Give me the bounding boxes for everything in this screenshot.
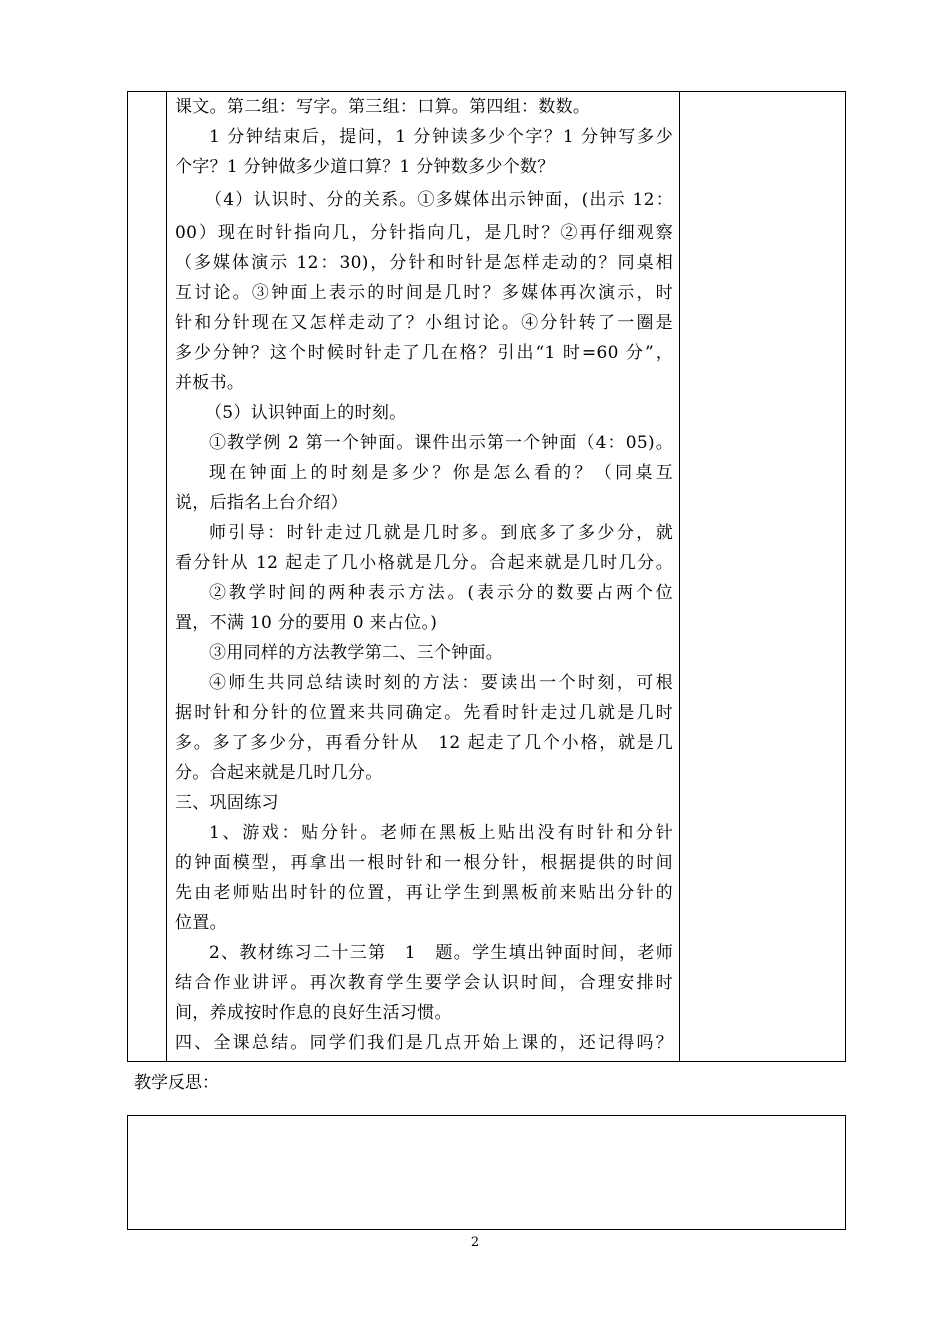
left-column-divider	[166, 92, 167, 1061]
lesson-line: ④师生共同总结读时刻的方法：要读出一个时刻，可根	[209, 673, 673, 693]
lesson-line: ③用同样的方法教学第二、三个钟面。	[209, 643, 504, 663]
lesson-line: 并板书。	[175, 373, 245, 393]
lesson-line: 互讨论。③钟面上表示的时间是几时？多媒体再次演示，时	[175, 283, 673, 303]
lesson-line: 说，后指名上台介绍）	[175, 493, 348, 513]
lesson-line: 位置。	[175, 913, 227, 933]
lesson-table	[127, 91, 846, 1062]
lesson-line: 置，不满 10 分的要用 0 来占位。)	[175, 613, 438, 633]
lesson-line: 结合作业讲评。再次教育学生要学会认识时间，合理安排时	[175, 973, 673, 993]
right-column-divider	[679, 92, 680, 1061]
lesson-line: 的钟面模型，再拿出一根时针和一根分针，根据提供的时间	[175, 853, 673, 873]
lesson-line: 间，养成按时作息的良好生活习惯。	[175, 1003, 452, 1023]
lesson-line: 针和分针现在又怎样走动了？小组讨论。④分针转了一圈是	[175, 313, 673, 333]
lesson-line: 课文。第二组：写字。第三组：口算。第四组：数数。	[175, 97, 591, 117]
lesson-line: 1 分钟结束后，提问，1 分钟读多少个字？1 分钟写多少	[209, 127, 673, 147]
lesson-line: 先由老师贴出时针的位置，再让学生到黑板前来贴出分针的	[175, 883, 673, 903]
page-number: 2	[470, 1235, 480, 1250]
lesson-line: 四、全课总结。同学们我们是几点开始上课的，还记得吗？	[175, 1033, 673, 1053]
reflection-label: 教学反思：	[134, 1073, 219, 1093]
lesson-line: 00）现在时针指向几，分针指向几，是几时？②再仔细观察	[175, 223, 673, 243]
lesson-line: 分。合起来就是几时几分。	[175, 763, 383, 783]
lesson-line: 2、教材练习二十三第 1 题。学生填出钟面时间，老师	[209, 943, 673, 963]
lesson-line: 现在钟面上的时刻是多少？你是怎么看的？（同桌互	[209, 463, 673, 483]
lesson-line: 多少分钟？这个时候时针走了几在格？引出“1 时=60 分”，	[175, 343, 673, 363]
lesson-line: 1、游戏：贴分针。老师在黑板上贴出没有时针和分针	[209, 823, 673, 843]
lesson-line: （4）认识时、分的关系。①多媒体出示钟面，(出示 12：	[205, 190, 673, 210]
lesson-line: ②教学时间的两种表示方法。(表示分的数要占两个位	[209, 583, 673, 603]
lesson-line: 个字？1 分钟做多少道口算？1 分钟数多少个数？	[175, 157, 555, 177]
lesson-line: 三、巩固练习	[175, 793, 279, 813]
lesson-line: ①教学例 2 第一个钟面。课件出示第一个钟面（4：05)。	[209, 433, 673, 453]
lesson-line: （多媒体演示 12：30)，分针和时针是怎样走动的？同桌相	[175, 253, 673, 273]
lesson-line: 据时针和分针的位置来共同确定。先看时针走过几就是几时	[175, 703, 673, 723]
lesson-line: 多。多了多少分，再看分针从 12 起走了几个小格，就是几	[175, 733, 673, 753]
reflection-box	[127, 1115, 846, 1230]
lesson-line: 看分针从 12 起走了几小格就是几分。合起来就是几时几分。	[175, 553, 673, 573]
lesson-line: （5）认识钟面上的时刻。	[205, 403, 407, 423]
lesson-line: 师引导：时针走过几就是几时多。到底多了多少分，就	[209, 523, 673, 543]
